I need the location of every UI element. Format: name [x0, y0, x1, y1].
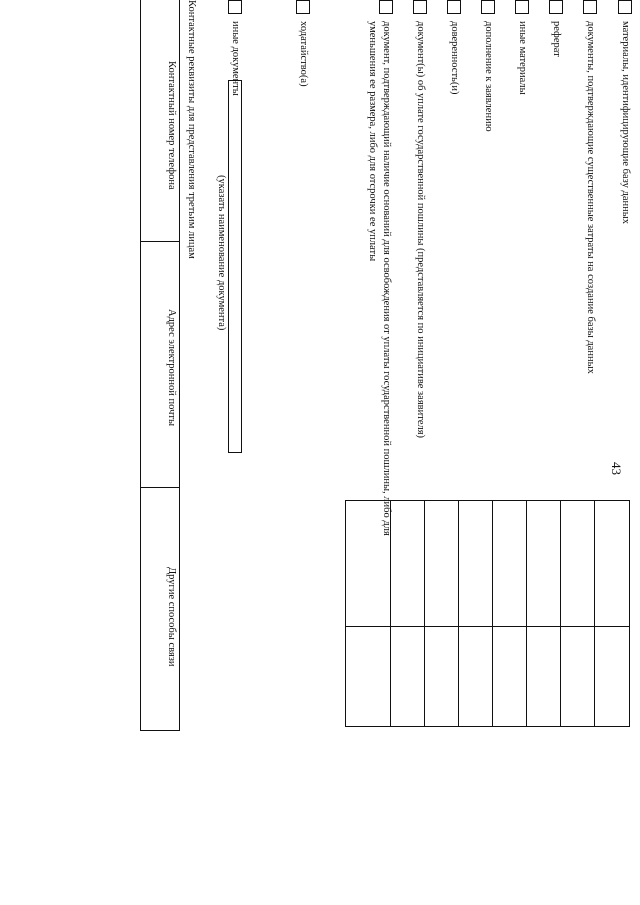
- list-item-label: ходатайство(а): [298, 21, 309, 87]
- list-item-label: иные документы: [230, 21, 241, 96]
- list-item-label: документы, подтверждающие существенные затраты на создание базы данных: [585, 21, 596, 374]
- contact-table: [140, 0, 180, 731]
- materials-checkbox[interactable]: [618, 0, 632, 14]
- contact-heading: Контактные реквизиты для представления третьим лицам: [186, 0, 197, 259]
- fee-exemption-checkbox[interactable]: [379, 0, 393, 14]
- list-item: [296, 0, 310, 87]
- list-item: [515, 0, 529, 95]
- fee-payment-checkbox[interactable]: [413, 0, 427, 14]
- list-item: [583, 0, 597, 374]
- list-item: [447, 0, 461, 94]
- power-of-attorney-checkbox[interactable]: [447, 0, 461, 14]
- copies-count-grid: [345, 500, 630, 727]
- list-item: [365, 0, 393, 581]
- abstract-checkbox[interactable]: [549, 0, 563, 14]
- rotated-form-page: [140, 0, 640, 905]
- list-item: [549, 0, 563, 57]
- list-item-label: документ, подтверждающий наличие оснований для освобождения от уплаты государственной пошлины, либо для уменьшения ее размера, либо для отсрочки ее уплаты: [367, 21, 392, 536]
- petition-checkbox[interactable]: [296, 0, 310, 14]
- application-supplement-checkbox[interactable]: [481, 0, 495, 14]
- list-item-label: дополнение к заявлению: [483, 21, 494, 132]
- list-item-label: иные материалы: [517, 21, 528, 95]
- page-number: 43: [609, 462, 624, 475]
- list-item: [413, 0, 427, 438]
- phone-column-header: Контактный номер телефона: [166, 61, 177, 190]
- other-contact-column-header: Другие способы связи: [166, 567, 177, 667]
- list-item-label: реферат: [551, 21, 562, 57]
- other-documents-field[interactable]: [228, 80, 242, 453]
- other-documents-caption: (указать наименование документа): [216, 175, 227, 331]
- list-item-label: доверенность(и): [449, 21, 460, 95]
- list-item-label: документ(ы) об уплате государственной пошлины (представляется по инициативе заявителя): [415, 21, 426, 439]
- other-documents-checkbox[interactable]: [228, 0, 242, 14]
- list-item: [618, 0, 632, 224]
- other-materials-checkbox[interactable]: [515, 0, 529, 14]
- list-item: [481, 0, 495, 132]
- list-item-label: материалы, идентифицирующие базу данных: [620, 21, 631, 225]
- costs-documents-checkbox[interactable]: [583, 0, 597, 14]
- email-column-header: Адрес электронной почты: [166, 309, 177, 427]
